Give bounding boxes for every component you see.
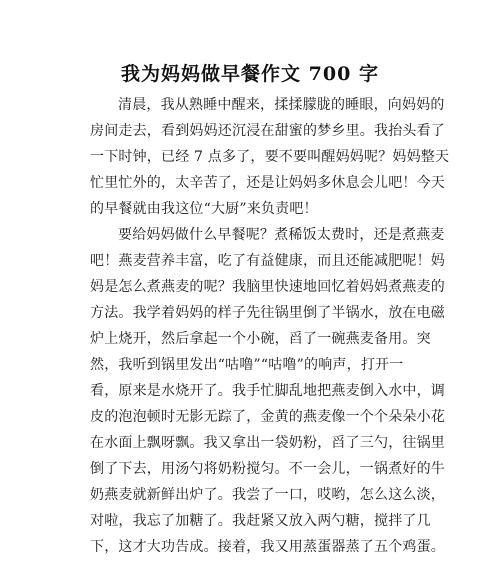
paragraph-2-line-5: 炉上烧开，然后拿起一个小碗，舀了一碗燕麦备用。突 <box>90 331 431 347</box>
paragraph-2-line-10: 倒了下去，用汤勺将奶粉搅匀。不一会儿，一锅煮好的牛 <box>90 461 445 477</box>
paragraph-1-line-2: 房间走去，看到妈妈还沉浸在甜蜜的梦乡里。我抬头看了 <box>90 123 445 139</box>
paragraph-2-line-3: 妈是怎么煮燕麦的呢？我脑里快速地回忆着妈妈煮燕麦的 <box>90 279 445 295</box>
paragraph-2-line-13: 下，这才大功告成。接着，我又用蒸蛋器蒸了五个鸡蛋。 <box>90 539 445 555</box>
paragraph-2-line-1: 要给妈妈做什么早餐呢？煮稀饭太费时，还是煮燕麦 <box>118 227 445 243</box>
paragraph-1-line-1: 清晨，我从熟睡中醒来，揉揉朦胧的睡眼，向妈妈的 <box>118 97 445 113</box>
paragraph-2-line-2: 吧！燕麦营养丰富，吃了有益健康，而且还能减肥呢！妈 <box>90 253 445 269</box>
paragraph-2-line-6: 然，我听到锅里发出“咕噜”“咕噜”的响声，打开一 <box>90 357 404 373</box>
paragraph-1-line-3: 一下时钟，已经 7 点多了，要不要叫醒妈妈呢？妈妈整天 <box>90 149 450 165</box>
paragraph-1-line-5: 的早餐就由我这位“大厨”来负责吧！ <box>90 201 318 217</box>
paragraph-2-line-4: 方法。我学着妈妈的样子先往锅里倒了半锅水，放在电磁 <box>90 305 445 321</box>
paragraph-2-line-12: 对啦，我忘了加糖了。我赶紧又放入两勺糖，搅拌了几 <box>90 513 431 529</box>
paragraph-2-line-11: 奶燕麦就新鲜出炉了。我尝了一口，哎哟，怎么这么淡， <box>90 487 445 503</box>
paragraph-2-line-7: 看，原来是水烧开了。我手忙脚乱地把燕麦倒入水中，调 <box>90 383 445 399</box>
paragraph-2-line-9: 在水面上飘呀飘。我又拿出一袋奶粉，舀了三勺，往锅里 <box>90 435 445 451</box>
document-title: 我为妈妈做早餐作文 700 字 <box>121 63 379 85</box>
paragraph-1-line-4: 忙里忙外的，太辛苦了，还是让妈妈多休息会儿吧！今天 <box>90 175 445 191</box>
paragraph-2-line-8: 皮的泡泡顿时无影无踪了，金黄的燕麦像一个个朵朵小花 <box>90 409 445 425</box>
document-body <box>90 92 450 560</box>
